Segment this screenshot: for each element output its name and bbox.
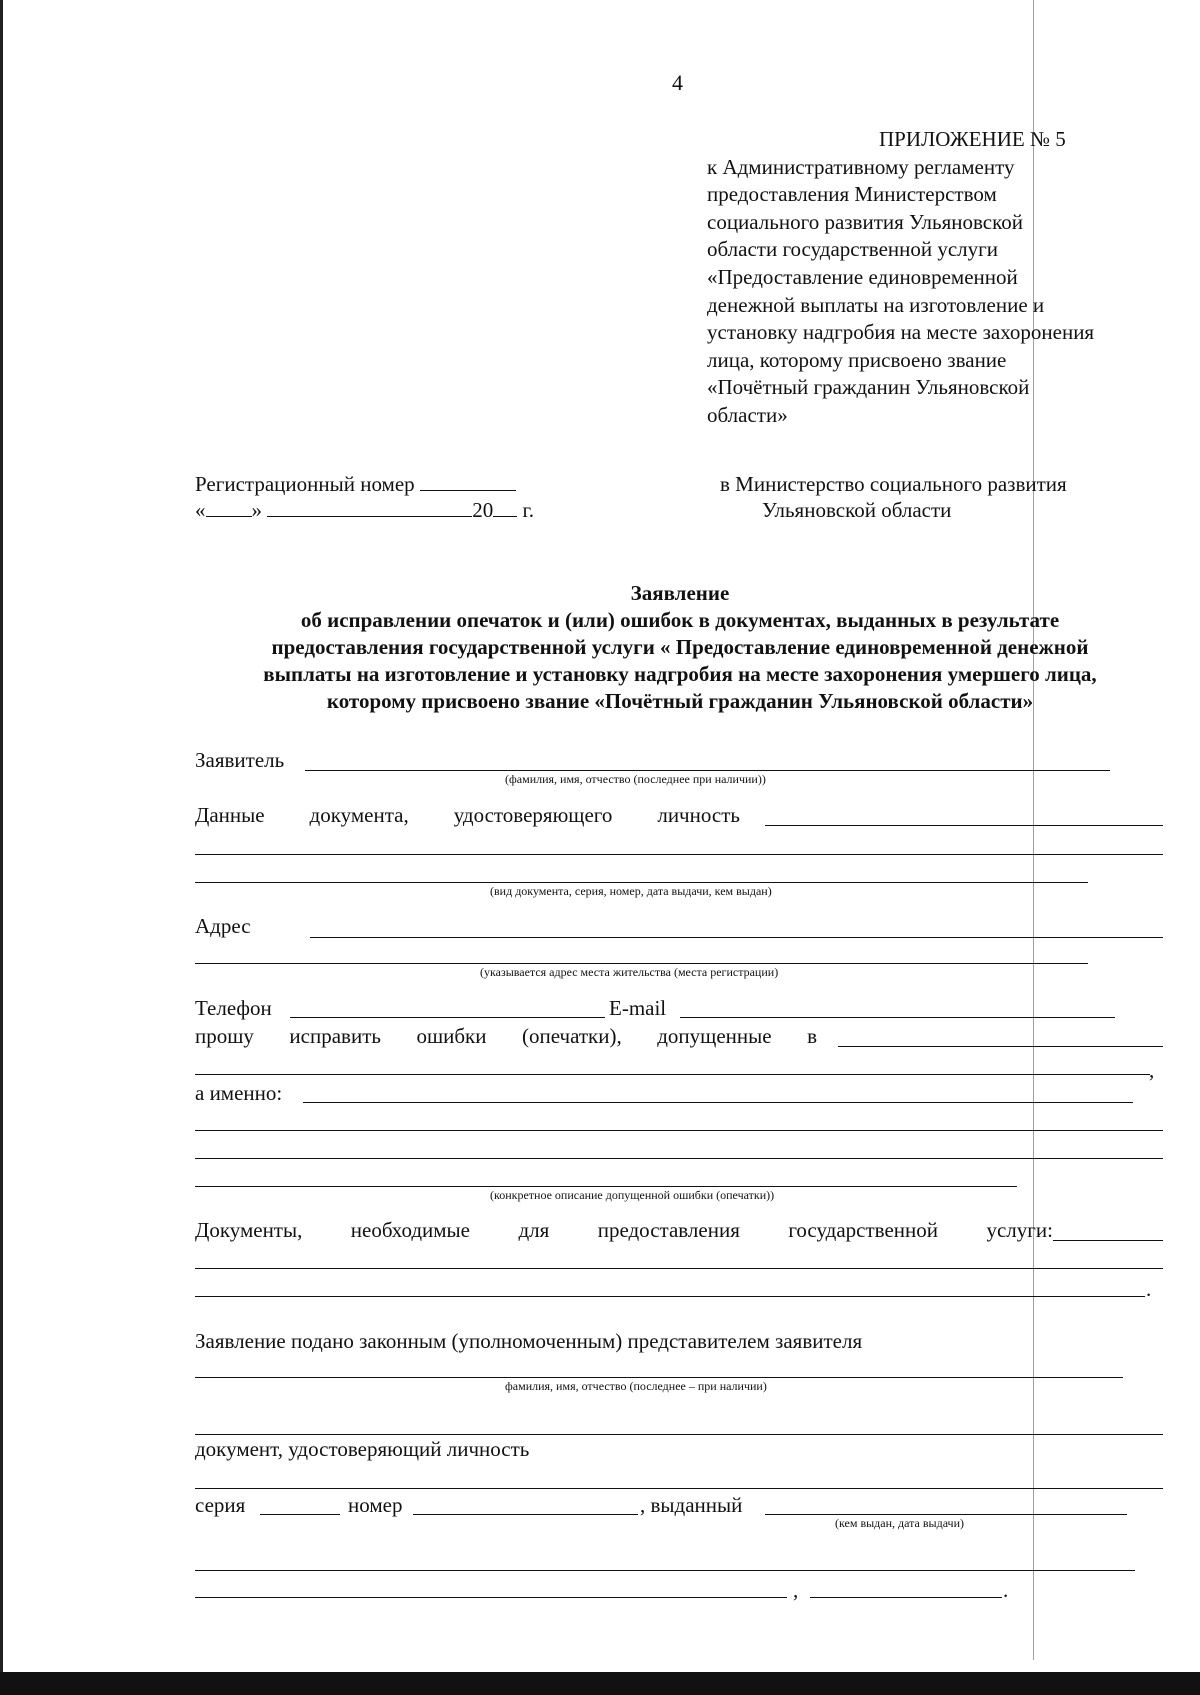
representative-id-label: документ, удостоверяющий личность [195, 1437, 530, 1461]
date-month-field[interactable] [267, 498, 472, 517]
namely-field[interactable] [303, 1102, 1133, 1103]
phone-field[interactable] [290, 1017, 605, 1018]
registration-block [195, 471, 534, 523]
year-prefix: 20 [472, 498, 494, 522]
date-open-quote: « [195, 498, 206, 522]
appendix-line: к Административному регламенту [707, 154, 1015, 179]
id-word: документа, [309, 803, 409, 827]
applicant-label: Заявитель [195, 748, 285, 772]
docs-word: для [518, 1218, 550, 1242]
appendix-line: предоставления Министерством [707, 182, 997, 207]
addressee-line-1: в Министерство социального развития [720, 472, 1067, 496]
address-caption: (указывается адрес места жительства (места регистрации) [480, 965, 779, 979]
id-document-field-line-3[interactable] [195, 882, 1088, 883]
docs-word: услуги: [986, 1218, 1053, 1242]
representative-name-field-line-2[interactable] [195, 1434, 1163, 1435]
namely-caption: (конкретное описание допущенной ошибки (опечатки)) [490, 1188, 775, 1202]
appendix-line: лица, которому присвоено звание [707, 347, 1007, 372]
id-document-field[interactable] [765, 825, 1163, 826]
representative-caption: фамилия, имя, отчество (последнее – при наличии) [505, 1379, 767, 1393]
email-field[interactable] [680, 1017, 1115, 1018]
namely-field-line-3[interactable] [195, 1158, 1163, 1159]
documents-field-line-2[interactable] [195, 1268, 1163, 1269]
id-word: удостоверяющего [453, 803, 613, 827]
request-word: допущенные [657, 1024, 772, 1048]
docs-word: необходимые [350, 1218, 470, 1242]
docs-word: Документы, [195, 1218, 303, 1242]
applicant-caption: (фамилия, имя, отчество (последнее при наличии)) [505, 772, 766, 786]
statement-title: Заявление [630, 581, 730, 605]
statement-subtitle-line: которому присвоено звание «Почётный гражданин Ульяновской области» [326, 689, 1034, 713]
address-field[interactable] [310, 937, 1163, 938]
page-number: 4 [672, 70, 683, 95]
appendix-line: «Предоставление единовременной [707, 264, 1018, 289]
number-label: номер [348, 1493, 403, 1517]
documents-field-line-3[interactable] [195, 1296, 1145, 1297]
registration-number-label: Регистрационный номер [195, 472, 415, 496]
appendix-block [707, 126, 1094, 430]
id-word: личность [657, 803, 740, 827]
scan-edge-left [0, 0, 3, 1695]
issued-field-line-3[interactable] [195, 1597, 787, 1598]
statement-subtitle-line: выплаты на изготовление и установку надгробия на месте захоронения умершего лица, [263, 662, 1097, 686]
email-label: E-mail [609, 996, 667, 1020]
final-comma: , [793, 1578, 799, 1602]
registration-number-field[interactable] [420, 472, 516, 491]
final-period: . [1003, 1578, 1009, 1602]
address-label: Адрес [195, 914, 251, 938]
namely-field-line-4[interactable] [195, 1186, 1017, 1187]
year-suffix: г. [522, 498, 534, 522]
applicant-field[interactable] [305, 770, 1110, 771]
addressee-block [720, 471, 1067, 523]
statement-subtitle-line: об исправлении опечаток и (или) ошибок в документах, выданных в результате [300, 608, 1060, 632]
representative-name-field[interactable] [195, 1377, 1123, 1378]
request-word: в [807, 1024, 817, 1048]
statement-heading [0, 580, 1200, 715]
date-field-final[interactable] [810, 1597, 1002, 1598]
number-field[interactable] [413, 1514, 638, 1515]
documents-label [195, 1217, 1053, 1243]
appendix-line: установку надгробия на месте захоронения [707, 320, 1095, 345]
appendix-line: области» [707, 402, 788, 427]
documents-period: . [1146, 1277, 1152, 1301]
request-word: ошибки [416, 1024, 487, 1048]
series-label: серия [195, 1493, 246, 1517]
phone-label: Телефон [195, 996, 272, 1020]
request-label [195, 1023, 817, 1049]
scan-edge-bottom [0, 1672, 1200, 1695]
request-document-field-line-2[interactable] [195, 1074, 1150, 1075]
date-close-quote: » [251, 498, 262, 522]
appendix-line: денежной выплаты на изготовление и [707, 292, 1045, 317]
appendix-line: социального развития Ульяновской [707, 209, 1023, 234]
documents-field[interactable] [1053, 1240, 1163, 1241]
representative-id-field[interactable] [195, 1488, 1163, 1489]
appendix-title: ПРИЛОЖЕНИЕ № 5 [879, 127, 1066, 151]
namely-field-line-2[interactable] [195, 1130, 1163, 1131]
date-day-field[interactable] [206, 498, 252, 517]
id-document-label [195, 802, 740, 828]
appendix-line: «Почётный гражданин Ульяновской [707, 375, 1030, 400]
issued-label: , выданный [640, 1493, 743, 1517]
id-document-field-line-2[interactable] [195, 854, 1163, 855]
docs-word: предоставления [597, 1218, 740, 1242]
request-comma: , [1149, 1058, 1155, 1082]
namely-label: а именно: [195, 1081, 283, 1105]
request-document-field[interactable] [838, 1046, 1163, 1047]
date-year-field[interactable] [493, 498, 517, 517]
id-document-caption: (вид документа, серия, номер, дата выдачи, кем выдан) [490, 884, 772, 898]
request-word: (опечатки), [522, 1024, 622, 1048]
statement-subtitle-line: предоставления государственной услуги « Предоставление единовременной денежной [271, 635, 1089, 659]
appendix-line: области государственной услуги [707, 237, 999, 262]
issued-field[interactable] [765, 1514, 1127, 1515]
request-word: прошу [195, 1024, 254, 1048]
address-field-line-2[interactable] [195, 963, 1088, 964]
id-word: Данные [195, 803, 265, 827]
representative-label: Заявление подано законным (уполномоченным) представителем заявителя [195, 1329, 863, 1353]
series-field[interactable] [260, 1514, 340, 1515]
docs-word: государственной [788, 1218, 938, 1242]
issued-caption: (кем выдан, дата выдачи) [835, 1516, 964, 1530]
addressee-line-2: Ульяновской области [762, 498, 952, 522]
request-word: исправить [289, 1024, 381, 1048]
issued-field-line-2[interactable] [195, 1570, 1135, 1571]
